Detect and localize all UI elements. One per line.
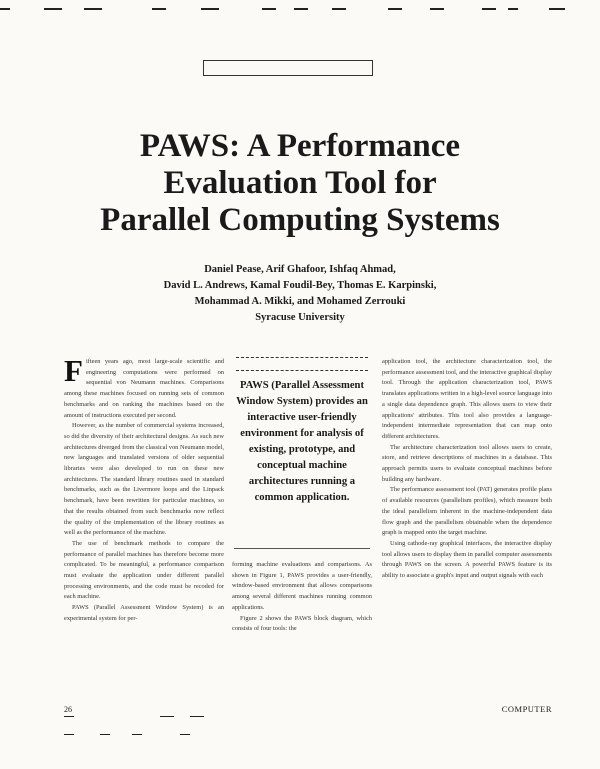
scan-mark-top-5 [201, 8, 219, 10]
paragraph [64, 353, 224, 421]
body-column-2 [232, 560, 372, 635]
scan-mark-bottom-3 [190, 716, 204, 717]
scan-mark-top-12 [508, 8, 518, 10]
article-title [0, 128, 600, 239]
scan-mark-bottom-7 [180, 734, 190, 735]
scan-mark-top-13 [549, 8, 565, 10]
scan-mark-bottom-1 [64, 716, 74, 717]
paragraph: The architecture characterization tool allows users to create, store, and retrieve descriptions of machines in a database. This approach permits users to evaluate conceptual machines before building any hardware. [382, 443, 552, 483]
body-column-1 [64, 353, 224, 625]
journal-name: COMPUTER [501, 704, 552, 714]
title-line-2: Evaluation Tool for [163, 165, 437, 201]
pullquote-bottom-rule [234, 548, 370, 549]
authors-line-2: David L. Andrews, Kamal Foudil-Bey, Thomas E. Karpinski, [163, 280, 437, 291]
paragraph: The performance assessment tool (PAT) generates profile plans of available resources (parallelism profiles), which measure both the ideal parallelism inherent in the machine-independent data flow graph and the parallelism obtainable when the dependence graph is mapped onto the target machine. [382, 486, 552, 537]
scan-mark-top-4 [152, 8, 166, 10]
paragraph-text: ifteen years ago, most large-scale scientific and engineering computations were performed on sequential von Neumann machines. Comparisons among these machines focused on running sets of common benchmarks and on ranking the machines based on the amount of instructions executed per second. [64, 358, 224, 419]
scan-mark-top-8 [332, 8, 346, 10]
body-column-3 [382, 357, 552, 582]
pullquote-top-rule [236, 357, 368, 371]
paragraph: Using cathode-ray graphical interfaces, the interactive display tool allows users to display them in parallel computer assessments through PAWS on the screen. A powerful PAWS feature is its ability to associate a graph's input and output signals with each [382, 539, 552, 580]
paragraph: application tool, the architecture characterization tool, the performance assessment tool, and the interactive graphical display tool. Through the application characterization tool, PAWS translates applications written in a high-level source language into a single data dependence graph. This allows users to view their applications' attributes. This tool also provides a language-independent intermediate representation that can map onto different architectures. [382, 358, 552, 440]
authors-line-3: Mohammad A. Mikki, and Mohamed Zerrouki [194, 296, 406, 307]
scan-mark-bottom-5 [100, 734, 110, 735]
author-block [0, 262, 600, 326]
title-line-1: PAWS: A Performance [139, 128, 461, 164]
scan-mark-top-3 [84, 8, 102, 10]
paragraph: The use of benchmark methods to compare the performance of parallel machines has therefore become more complicated. To be meaningful, a performance comparison must evaluate the application under different parallel processing environments, and the code must be recoded for each machine. [64, 539, 224, 601]
page-number: 26 [64, 705, 72, 714]
scan-mark-bottom-2 [160, 716, 174, 717]
scan-mark-top-7 [294, 8, 308, 10]
author-affiliation: Syracuse University [255, 312, 345, 323]
scan-mark-bottom-6 [132, 734, 142, 735]
scan-mark-bottom-4 [64, 734, 74, 735]
paragraph: PAWS (Parallel Assessment Window System) is an experimental system for per- [64, 604, 224, 622]
scan-mark-top-6 [262, 8, 276, 10]
paragraph: Figure 2 shows the PAWS block diagram, which consists of four tools: the [232, 614, 372, 633]
scan-mark-top-2 [44, 8, 62, 10]
title-line-3: Parallel Computing Systems [100, 202, 500, 238]
pullquote: PAWS (Parallel Assessment Window System) provides an interactive user-friendly environment for analysis of existing, prototype, and conceptual machine architectures running a common application. [236, 380, 368, 503]
paragraph: However, as the number of commercial systems increased, so did the diversity of their architectural designs. As such new architectures diverged from the classical von Neumann model, new languages and translated versions of older sequential libraries were also developed to run on these new architectures. The standard library routines used in standard benchmarks, such as the Livermore loops and the Linpack benchmark, have been rewritten for particular machines, so that the results obtained from such benchmarks now reflect the quality of the implementation of the library routines as well as the performance of the machine. [64, 422, 224, 537]
authors-line-1: Daniel Pease, Arif Ghafoor, Ishfaq Ahmad, [204, 264, 396, 275]
scan-mark-top-11 [482, 8, 496, 10]
scan-mark-top-1 [0, 8, 10, 10]
department-header-box [203, 60, 373, 76]
scan-mark-top-10 [430, 8, 444, 10]
drop-cap: F [64, 353, 83, 388]
paragraph: forming machine evaluations and comparisons. As shown in Figure 1, PAWS provides a user-friendly, window-based environment that allows comparisons among several different machines running common applications. [232, 561, 372, 611]
scan-mark-top-9 [388, 8, 402, 10]
